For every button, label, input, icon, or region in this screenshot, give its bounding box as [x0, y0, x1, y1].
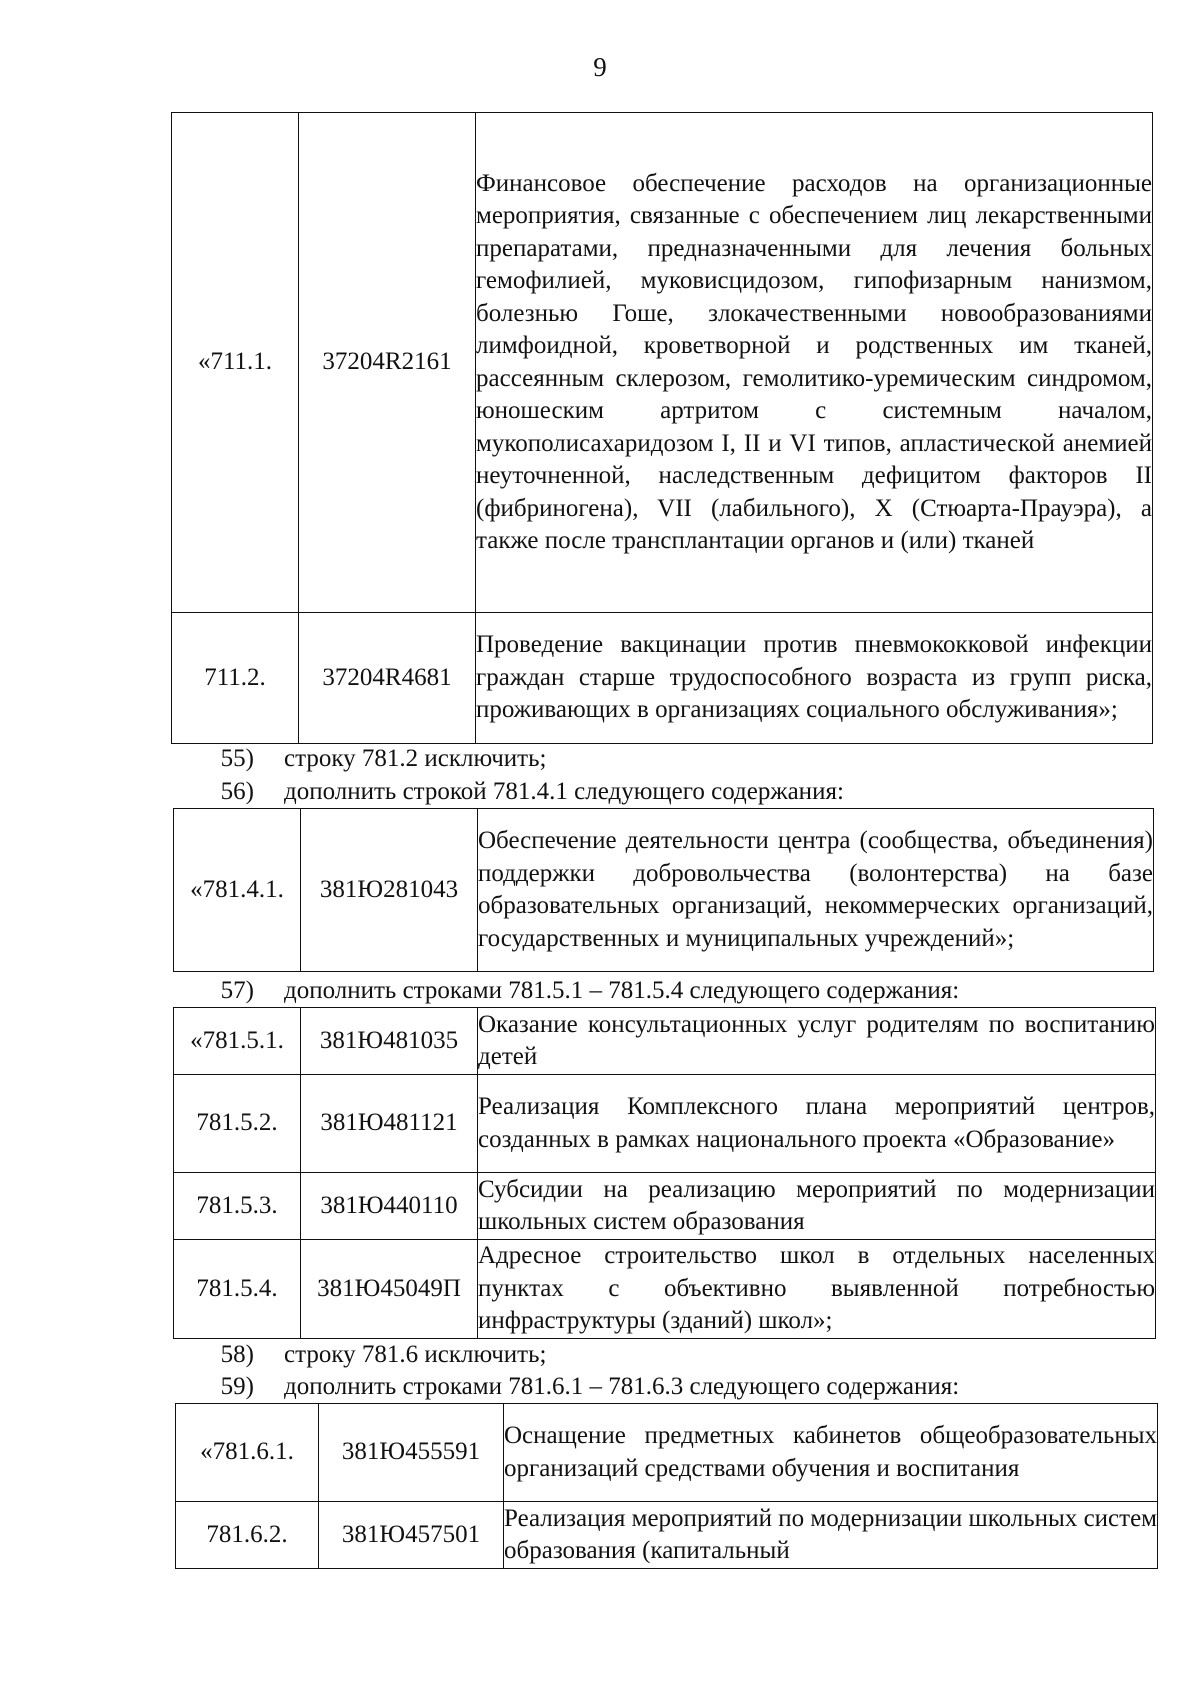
- row-description: Реализация мероприятий по модернизации школьных систем образования (капитальный: [504, 1502, 1158, 1569]
- budget-table-781-5: [173, 1007, 1156, 1339]
- instruction-number: 59): [220, 1373, 254, 1400]
- row-number: 781.5.4.: [174, 1240, 301, 1339]
- row-number: «781.6.1.: [176, 1404, 319, 1502]
- row-description: Реализация Комплексного плана мероприятий центров, созданных в рамках национального проекта «Образование»: [478, 1075, 1156, 1173]
- row-number: 781.5.3.: [174, 1173, 301, 1240]
- page-number: 9: [593, 52, 607, 82]
- instruction-number: 56): [220, 778, 254, 805]
- table-row: [174, 1173, 1156, 1240]
- row-number: 781.5.2.: [174, 1075, 301, 1173]
- budget-table-781-6: [175, 1403, 1158, 1569]
- budget-code: 381Ю455591: [319, 1404, 504, 1502]
- budget-table-711: [171, 112, 1153, 744]
- row-number: 781.6.2.: [176, 1502, 319, 1569]
- instruction-57: [190, 976, 959, 1006]
- instruction-text: дополнить строками 781.6.1 – 781.6.3 следующего содержания:: [284, 1373, 960, 1400]
- budget-code: 37204R2161: [299, 113, 476, 613]
- row-description: Оснащение предметных кабинетов общеобразовательных организаций средствами обучения и воспитания: [504, 1404, 1158, 1502]
- table-row: [172, 613, 1153, 744]
- instruction-text: дополнить строкой 781.4.1 следующего содержания:: [284, 778, 844, 805]
- budget-code: 381Ю481121: [301, 1075, 478, 1173]
- budget-code: 37204R4681: [299, 613, 476, 744]
- row-description: Финансовое обеспечение расходов на организационные мероприятия, связанные с обеспечением лиц лекарственными препаратами, предназначенными для лечения больных гемофилией, муковисцидозом, гипофизарным нанизмом, болезнью Гоше, злокачественными новообразованиями лимфоидной, кроветворной и родственных им тканей, рассеянным склерозом, гемолитико-уремическим синдромом, юношеским артритом с системным началом, мукополисахаридозом I, II и VI типов, апластической анемией неуточненной, наследственным дефицитом факторов II (фибриногена), VII (лабильного), X (Стюарта-Прауэра), а также после трансплантации органов и (или) тканей: [476, 113, 1153, 613]
- row-number: «711.1.: [172, 113, 299, 613]
- table-row: [176, 1404, 1158, 1502]
- table-row: [174, 1008, 1156, 1075]
- row-description: Обеспечение деятельности центра (сообщества, объединения) поддержки добровольчества (волонтерства) на базе образовательных организаций, некоммерческих организаций, государственных и муниципальных учреждений»;: [478, 809, 1154, 972]
- row-number: «781.5.1.: [174, 1008, 301, 1075]
- row-description: Проведение вакцинации против пневмококковой инфекции граждан старше трудоспособного возраста из групп риска, проживающих в организациях социального обслуживания»;: [476, 613, 1153, 744]
- instruction-number: 55): [220, 745, 254, 772]
- budget-code: 381Ю457501: [319, 1502, 504, 1569]
- table-row: [176, 1502, 1158, 1569]
- instruction-number: 58): [220, 1341, 254, 1368]
- budget-code: 381Ю481035: [301, 1008, 478, 1075]
- table-row: [174, 809, 1154, 972]
- budget-code: 381Ю45049П: [301, 1240, 478, 1339]
- budget-table-781-4: [173, 808, 1154, 972]
- instruction-58: [190, 1340, 546, 1370]
- instruction-text: дополнить строками 781.5.1 – 781.5.4 следующего содержания:: [284, 977, 960, 1004]
- row-description: Субсидии на реализацию мероприятий по модернизации школьных систем образования: [478, 1173, 1156, 1240]
- table-row: [174, 1075, 1156, 1173]
- instruction-number: 57): [220, 977, 254, 1004]
- instruction-55: [190, 744, 546, 774]
- instruction-text: строку 781.6 исключить;: [284, 1341, 547, 1368]
- table-row: [172, 113, 1153, 613]
- row-description: Оказание консультационных услуг родителям по воспитанию детей: [478, 1008, 1156, 1075]
- instruction-text: строку 781.2 исключить;: [284, 745, 547, 772]
- row-number: «781.4.1.: [174, 809, 301, 972]
- row-number: 711.2.: [172, 613, 299, 744]
- instruction-56: [190, 777, 844, 807]
- table-row: [174, 1240, 1156, 1339]
- row-description: Адресное строительство школ в отдельных населенных пунктах с объективно выявленной потребностью инфраструктуры (зданий) школ»;: [478, 1240, 1156, 1339]
- budget-code: 381Ю440110: [301, 1173, 478, 1240]
- budget-code: 381Ю281043: [301, 809, 478, 972]
- instruction-59: [190, 1372, 959, 1402]
